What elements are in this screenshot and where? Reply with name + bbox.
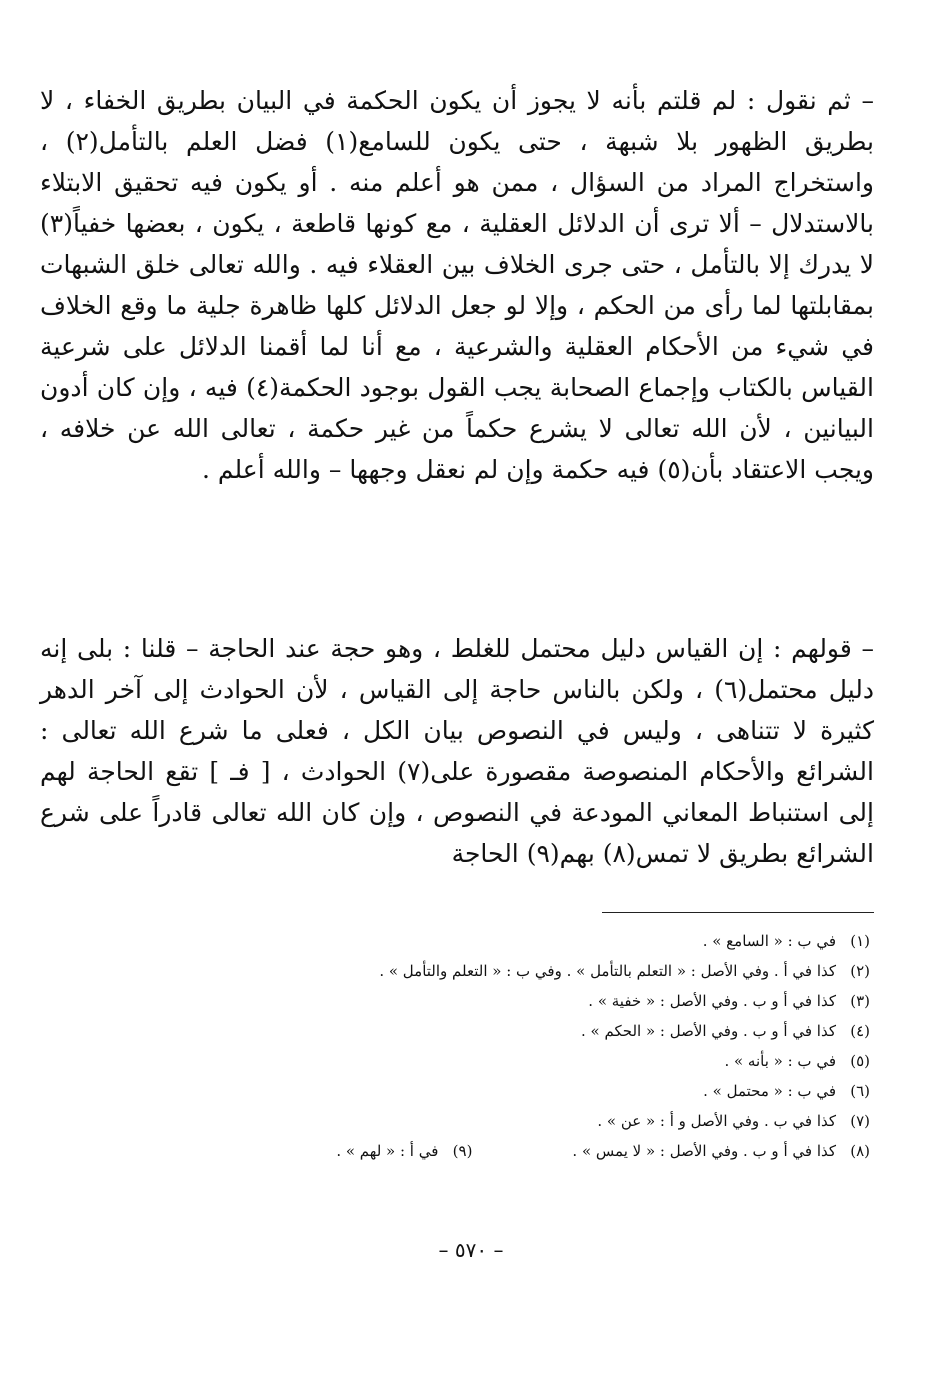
footnote-number: (٧) bbox=[850, 1112, 870, 1130]
footnote-text: كذا في أ و ب . وفي الأصل : « الحكم » . bbox=[581, 1022, 836, 1040]
footnote-number: (٤) bbox=[850, 1022, 870, 1040]
body-paragraph-2: – قولهم : إن القياس دليل محتمل للغلط ، وهو حجة عند الحاجة – قلنا : بلى إنه دليل محتمل(٦) ، ولكن بالناس حاجة إلى القياس ، لأن الحوادث إلى آخر الدهر كثيرة لا تتناهى ، وليس في النصوص بيان الكل ، فعلى ما شرع الله تعالى : الشرائع والأحكام المنصوصة مقصورة على(٧) الحوادث ، [ فـ ] تقع الحاجة لهم إلى استنباط المعاني المودعة في النصوص ، وإن كان الله تعالى قادراً على شرع الشرائع بطريق لا تمس(٨) بهم(٩) الحاجة bbox=[40, 634, 874, 868]
footnote-text: كذا في ب . وفي الأصل و أ : « عن » . bbox=[597, 1112, 836, 1130]
main-text-block-2 bbox=[40, 628, 874, 874]
footnote-text: في ب : « محتمل » . bbox=[703, 1082, 836, 1100]
footnote-3 bbox=[40, 986, 870, 1016]
footnote-5 bbox=[40, 1046, 870, 1076]
footnote-number: (٩) bbox=[452, 1142, 473, 1160]
footnote-8 bbox=[572, 1136, 870, 1166]
footnote-text: كذا في أ و ب . وفي الأصل : « خفية » . bbox=[588, 992, 836, 1010]
main-text-block-1 bbox=[40, 80, 874, 490]
footnote-number: (١) bbox=[850, 932, 870, 950]
body-paragraph-1: – ثم نقول : لم قلتم بأنه لا يجوز أن يكون الحكمة في البيان بطريق الخفاء ، لا بطريق الظهور بلا شبهة ، حتى يكون للسامع(١) فضل العلم بالتأمل(٢) ، واستخراج المراد من السؤال ، ممن هو أعلم منه . أو يكون فيه تحقيق الابتلاء بالاستدلال – ألا ترى أن الدلائل العقلية ، مع كونها قاطعة ، يكون ، بعضها خفياً(٣) لا يدرك إلا بالتأمل ، حتى جرى الخلاف بين العقلاء فيه . والله تعالى خلق الشبهات بمقابلتها لما رأى من الحكم ، وإلا لو جعل الدلائل كلها ظاهرة جلية ما وقع الخلاف في شيء من الأحكام العقلية والشرعية ، مع أنا لما أقمنا الدلائل على شرعية القياس بالكتاب وإجماع الصحابة يجب القول بوجود الحكمة(٤) فيه ، وإن كان أدون البيانين ، لأن الله تعالى لا يشرع حكماً من غير حكمة ، تعالى الله عن خلافه ، ويجب الاعتقاد بأن(٥) فيه حكمة وإن لم نعقل وجهها – والله أعلم . bbox=[40, 86, 874, 484]
footnote-6 bbox=[40, 1076, 870, 1106]
footnote-4 bbox=[40, 1016, 870, 1046]
footnote-7 bbox=[40, 1106, 870, 1136]
footnote-row-8-9 bbox=[40, 1136, 870, 1166]
footnote-text: كذا في أ و ب . وفي الأصل : « لا يمس » . bbox=[572, 1142, 836, 1160]
footnote-text: كذا في أ . وفي الأصل : « التعلم بالتأمل » . وفي ب : « التعلم والتأمل » . bbox=[379, 962, 836, 980]
footnote-number: (٣) bbox=[850, 992, 870, 1010]
footnotes bbox=[40, 926, 870, 1166]
footnote-text: في ب : « بأنه » . bbox=[724, 1052, 836, 1070]
footnote-separator bbox=[602, 912, 874, 913]
footnote-number: (٢) bbox=[850, 962, 870, 980]
footnote-2 bbox=[40, 956, 870, 986]
footnote-text: في أ : « لهم » . bbox=[336, 1142, 439, 1160]
footnote-number: (٥) bbox=[850, 1052, 870, 1070]
page-number: – ٥٧٠ – bbox=[438, 1238, 504, 1262]
footnote-9 bbox=[336, 1136, 472, 1166]
footnote-1 bbox=[40, 926, 870, 956]
footnote-number: (٦) bbox=[850, 1082, 870, 1100]
footnote-number: (٨) bbox=[850, 1142, 870, 1160]
footnote-text: في ب : « السامع » . bbox=[702, 932, 836, 950]
